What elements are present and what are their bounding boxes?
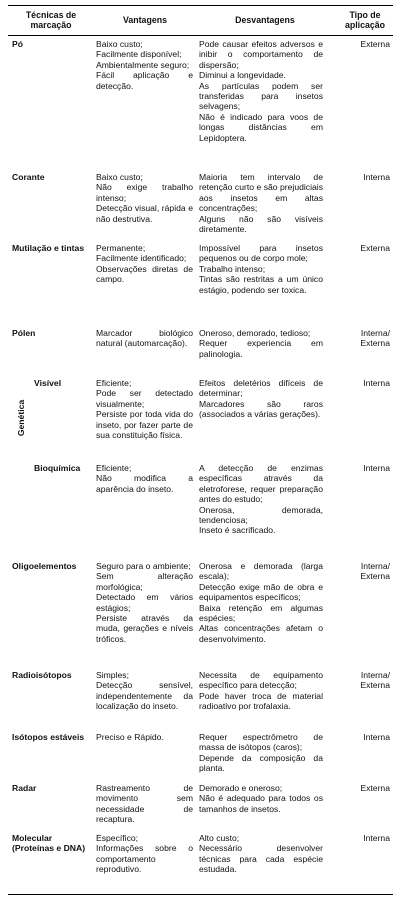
genetica-label: Genética — [15, 399, 26, 437]
tipo-cell: Interna — [363, 732, 390, 742]
tipo-cell: Interna — [363, 378, 390, 388]
technique-name: Corante — [12, 172, 45, 182]
desvantagens-cell: Demorado e oneroso; Não é adequado para todos os tamanhos de insetos. — [199, 783, 323, 814]
technique-name: Visível — [34, 378, 62, 388]
technique-name: Mutilação e tintas — [12, 243, 85, 253]
desvantagens-cell: Pode causar efeitos adversos e inibir o comportamento de dispersão; Diminui a longevidade. As partículas podem ser transferidas para insetos selvagens; Não é indicado para voos de longas distâncias em Lepidoptera. — [199, 39, 323, 143]
tipo-cell: Interna/ Externa — [360, 561, 390, 582]
desvantagens-cell: Impossível para insetos pequenos ou de corpo mole; Trabalho intenso; Tintas são restritas a um único estágio, podendo ser toxica. — [199, 243, 323, 295]
header-vantagens: Vantagens — [122, 15, 167, 25]
vantagens-cell: Preciso e Rápido. — [96, 732, 164, 742]
technique-name: Isótopos estáveis — [12, 732, 85, 742]
technique-name: Molecular (Proteínas e DNA) — [12, 833, 86, 854]
desvantagens-cell: Oneroso, demorado, tedioso; Requer experiencia em palinologia. — [199, 328, 323, 359]
desvantagens-cell: Necessita de equipamento específico para detecção; Pode haver troca de material radioativo por trofalaxia. — [199, 670, 323, 712]
tipo-cell: Interna — [363, 833, 390, 843]
vantagens-cell: Baixo custo; Facilmente disponível; Ambientalmente seguro; Fácil aplicação e detecção. — [96, 39, 193, 91]
vantagens-cell: Permanente; Facilmente identificado; Observações diretas de campo. — [96, 243, 193, 285]
vantagens-cell: Simples; Detecção sensível, independentemente da localização do inseto. — [96, 670, 193, 712]
desvantagens-cell: Alto custo; Necessário desenvolver técnicas para cada espécie estudada. — [199, 833, 323, 875]
header-tipo: Tipo de aplicação — [344, 10, 386, 30]
technique-name: Pólen — [12, 328, 36, 338]
tipo-cell: Interna/ Externa — [360, 670, 390, 691]
vantagens-cell: Eficiente; Não modifica a aparência do inseto. — [96, 463, 193, 494]
technique-name: Bioquímica — [34, 463, 81, 473]
header-rule — [8, 35, 393, 36]
vantagens-cell: Baixo custo; Não exige trabalho intenso; Detecção visual, rápida e não destrutiva. — [96, 172, 193, 224]
tipo-cell: Interna/ Externa — [360, 328, 390, 349]
technique-name: Pó — [12, 39, 23, 49]
tipo-cell: Interna — [363, 463, 390, 473]
vantagens-cell: Eficiente; Pode ser detectado visualmente; Persiste por toda vida do inseto, por fazer parte de sua constituição física. — [96, 378, 193, 441]
desvantagens-cell: Efeitos deletérios difíceis de determinar; Marcadores são raros (associados a várias gerações). — [199, 378, 323, 420]
desvantagens-cell: Requer espectrômetro de massa de isótopos (caros); Depende da composição da planta. — [199, 732, 323, 774]
vantagens-cell: Rastreamento de movimento sem necessidade de recaptura. — [96, 783, 193, 825]
header-tecnicas: Técnicas de marcação — [25, 10, 77, 30]
technique-name: Oligoelementos — [12, 561, 77, 571]
tipo-cell: Externa — [360, 39, 390, 49]
vantagens-cell: Marcador biológico natural (automarcação). — [96, 328, 193, 349]
technique-name: Radioisótopos — [12, 670, 72, 680]
desvantagens-cell: Maioria tem intervalo de retenção curto e são prejudiciais aos insetos em altas concentrações; Alguns não são visíveis diretamente. — [199, 172, 323, 235]
tipo-cell: Externa — [360, 243, 390, 253]
header-desvantagens: Desvantagens — [235, 15, 295, 25]
desvantagens-cell: A detecção de enzimas específicas através da eletroforese, requer preparação antes do estudo; Onerosa, demorada, tendenciosa; Inseto é sacrificado. — [199, 463, 323, 536]
desvantagens-cell: Onerosa e demorada (larga escala); Detecção exige mão de obra e equipamentos específicos; Baixa retenção em algumas espécies; Altas concentrações afetam o desenvolvimento. — [199, 561, 323, 644]
tipo-cell: Externa — [360, 783, 390, 793]
vantagens-cell: Seguro para o ambiente; Sem alteração morfológica; Detectado em vários estágios; Persiste através da muda, gerações e níveis tróficos. — [96, 561, 193, 644]
table-bottom-rule — [8, 894, 393, 895]
tipo-cell: Interna — [363, 172, 390, 182]
vantagens-cell: Específico; Informações sobre o comportamento reprodutivo. — [96, 833, 193, 875]
technique-name: Radar — [12, 783, 37, 793]
